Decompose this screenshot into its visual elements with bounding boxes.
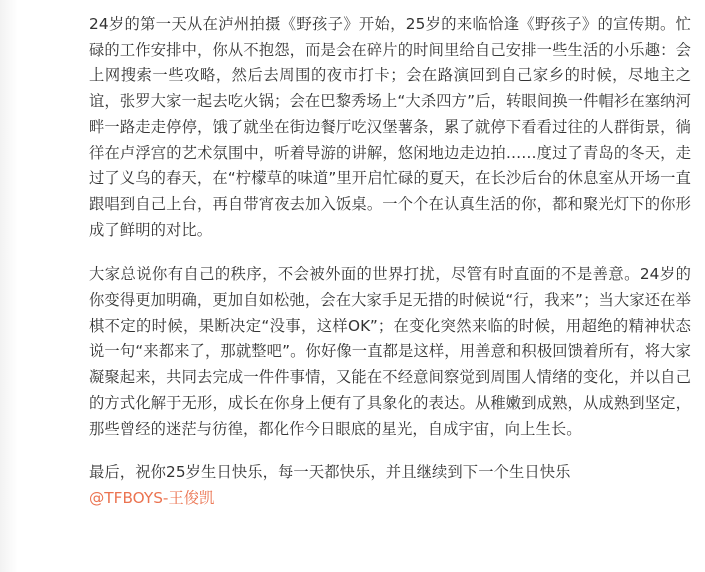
paragraph-spacer [89, 243, 691, 262]
paragraph-spacer [89, 442, 691, 460]
post-paragraph-2: 大家总说你有自己的秩序，不会被外面的世界打扰，尽管有时直面的不是善意。24岁的你变得更加明确，更加自如松弛，会在大家手足无措的时候说“行，我来”；当大家还在举棋不定的时候，果断决定“没事，这样OK”；在变化突然来临的时候，用超绝的精神状态说一句“来都来了，那就整吧”。你好像一直都是这样，用善意和积极回馈着所有，将大家凝聚起来，共同去完成一件件事情，又能在不经意间察觉到周围人情绪的变化，并以自己的方式化解于无形，成长在你身上便有了具象化的表达。从稚嫩到成熟，从成熟到坚定，那些曾经的迷茫与彷徨，都化作今日眼底的星光，自成宇宙，向上生长。 [89, 265, 691, 438]
post-paragraph-3: 最后，祝你25岁生日快乐，每一天都快乐，并且继续到下一个生日快乐 [89, 463, 571, 482]
post-paragraph-1: 24岁的第一天从在泸州拍摄《野孩子》开始，25岁的来临恰逢《野孩子》的宣传期。忙碌的工作安排中，你从不抱怨，而是会在碎片的时间里给自己安排一些生活的小乐趣：会上网搜索一些攻略，然后去周围的夜市打卡；会在路演回到自己家乡的时候，尽地主之谊，张罗大家一起去吃火锅；会在巴黎秀场上“大杀四方”后，转眼间换一件帽衫在塞纳河畔一路走走停停，饿了就坐在街边餐厅吃汉堡薯条，累了就停下看看过往的人群街景，徜徉在卢浮宫的艺术氛围中，听着导游的讲解，悠闲地边走边拍……度过了青岛的冬天，走过了义乌的春天，在“柠檬草的味道”里开启忙碌的夏天，在长沙后台的休息室从开场一直跟唱到自己上台，再自带宵夜去加入饭桌。一个个在认真生活的你，都和聚光灯下的你形成了鲜明的对比。 [89, 15, 691, 239]
user-mention-link[interactable]: @TFBOYS-王俊凯 [89, 488, 215, 507]
